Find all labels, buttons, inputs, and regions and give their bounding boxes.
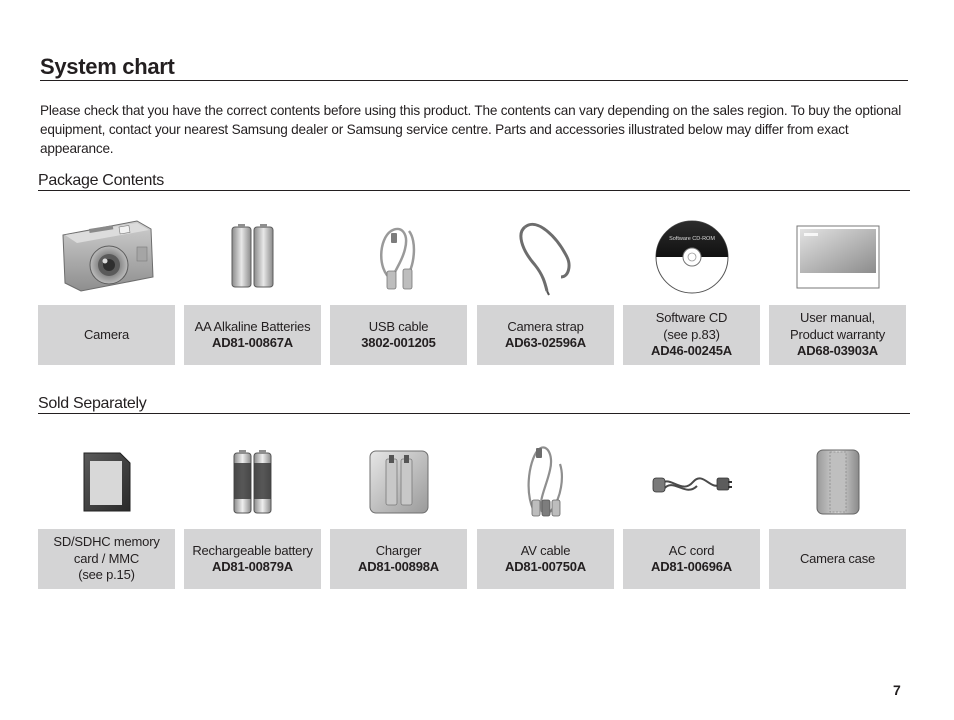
item-name: Software CD	[655, 310, 728, 326]
item-camera	[38, 305, 175, 365]
software-cd-icon	[623, 212, 760, 302]
item-name: SD/SDHC memory	[53, 534, 160, 550]
part-number: AD81-00696A	[651, 559, 732, 574]
part-number: AD63-02596A	[505, 335, 586, 350]
section-title-sold-separately: Sold Separately	[38, 394, 910, 414]
item-camera-case	[769, 529, 906, 589]
item-name: AC cord	[668, 542, 715, 558]
item-note: (see p.15)	[78, 567, 135, 583]
camera-case-icon	[769, 437, 906, 527]
part-number: AD68-03903A	[797, 343, 878, 359]
intro-paragraph: Please check that you have the correct contents before using this product. The contents can vary depending on the sales region. To buy the optional equipment, contact your nearest Samsung dealer or Samsung service centre. Parts and accessories illustrated below may differ from exact appearance.	[40, 103, 902, 156]
item-name: Camera strap	[507, 318, 584, 334]
item-rechargeable-battery	[184, 529, 321, 589]
part-number: AD81-00750A	[505, 559, 586, 574]
part-number: AD81-00898A	[358, 559, 439, 574]
user-manual-icon	[769, 212, 906, 302]
item-camera-strap	[477, 305, 614, 365]
ac-cord-icon	[623, 437, 760, 527]
item-name: Rechargeable battery	[192, 542, 313, 558]
camera-strap-icon	[477, 212, 614, 302]
sd-card-icon	[38, 437, 175, 527]
sold-separately-labels	[0, 529, 954, 589]
item-usb-cable	[330, 305, 467, 365]
av-cable-icon	[477, 437, 614, 527]
cd-label: Software CD-ROM	[668, 236, 715, 242]
item-name-line2: card / MMC	[73, 550, 140, 566]
item-sd-card	[38, 529, 175, 589]
charger-icon	[330, 437, 467, 527]
item-aa-alkaline-batteries	[184, 305, 321, 365]
item-name: AV cable	[520, 542, 571, 558]
item-name-line2: Product warranty	[789, 326, 886, 342]
item-name: Camera	[83, 326, 130, 342]
item-note: (see p.83)	[663, 326, 720, 342]
part-number: AD46-00245A	[651, 343, 732, 359]
item-ac-cord	[623, 529, 760, 589]
item-name: Camera case	[799, 550, 876, 566]
aa-batteries-icon	[184, 212, 321, 302]
item-software-cd	[623, 305, 760, 365]
part-number: 3802-001205	[361, 335, 436, 350]
item-av-cable	[477, 529, 614, 589]
item-name: AA Alkaline Batteries	[194, 318, 311, 334]
sold-separately-images	[0, 437, 954, 527]
section-title-package-contents: Package Contents	[38, 171, 910, 191]
item-name: User manual,	[800, 310, 875, 326]
usb-cable-icon	[330, 212, 467, 302]
page-title: System chart	[40, 54, 908, 81]
item-user-manual	[769, 305, 906, 365]
rechargeable-battery-icon	[184, 437, 321, 527]
camera-icon	[38, 212, 175, 302]
package-contents-labels	[0, 305, 954, 365]
package-contents-images	[0, 212, 954, 302]
page-number: 7	[893, 682, 901, 698]
item-name: USB cable	[368, 318, 429, 334]
part-number: AD81-00879A	[212, 559, 293, 574]
item-charger	[330, 529, 467, 589]
item-name: Charger	[375, 542, 422, 558]
part-number: AD81-00867A	[212, 335, 293, 350]
